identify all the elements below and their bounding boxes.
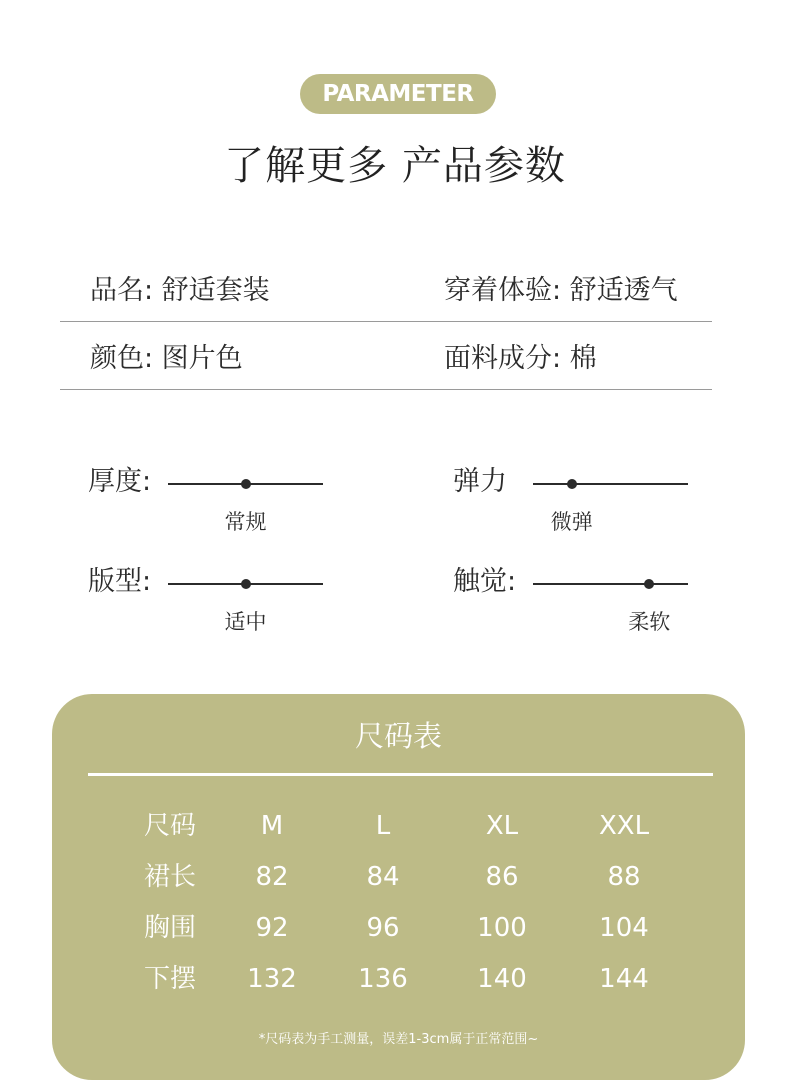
touch-scale <box>453 564 693 634</box>
size-row-label: 尺码 <box>143 811 197 841</box>
scale-label: 版型: <box>88 566 152 597</box>
size-row <box>52 906 745 950</box>
size-cell: 140 <box>477 964 527 994</box>
size-cell: 92 <box>255 913 289 943</box>
scale-track <box>533 483 688 485</box>
scale-marker <box>567 479 577 489</box>
size-cell: 144 <box>599 964 649 994</box>
size-row-label: 胸围 <box>143 913 197 943</box>
size-chart-note: *尺码表为手工测量，误差1-3cm属于正常范围~ <box>258 1032 539 1047</box>
thickness-scale <box>88 464 328 534</box>
wearing-experience: 穿着体验: 舒适透气 <box>444 275 678 306</box>
scale-value: 微弹 <box>550 510 593 534</box>
scale-value: 常规 <box>224 510 267 534</box>
info-row-2 <box>60 329 712 390</box>
size-cell: 136 <box>358 964 408 994</box>
size-cell: 104 <box>599 913 649 943</box>
size-cell: L <box>375 811 391 841</box>
size-header-row <box>52 804 745 848</box>
scale-marker <box>644 579 654 589</box>
scale-label: 厚度: <box>88 466 152 497</box>
size-cell: 82 <box>255 862 289 892</box>
size-row-label: 裙长 <box>143 862 197 892</box>
info-row-1 <box>60 261 712 322</box>
size-cell: 86 <box>485 862 519 892</box>
size-cell: 84 <box>366 862 400 892</box>
size-row <box>52 957 745 1001</box>
elasticity-scale <box>453 464 693 534</box>
fit-scale <box>88 564 328 634</box>
product-name: 品名: 舒适套装 <box>90 275 270 306</box>
size-row-label: 下摆 <box>143 964 197 994</box>
page-title: 了解更多 产品参数 <box>224 143 566 189</box>
scale-label: 触觉: <box>453 566 517 597</box>
size-chart-title: 尺码表 <box>354 719 442 753</box>
scale-track <box>533 583 688 585</box>
scale-value: 柔软 <box>628 610 671 634</box>
fabric-composition: 面料成分: 棉 <box>444 343 597 374</box>
size-row <box>52 855 745 899</box>
product-color: 颜色: 图片色 <box>90 343 243 374</box>
size-cell: XXL <box>598 811 650 841</box>
size-chart-panel <box>52 694 745 1080</box>
size-cell: 100 <box>477 913 527 943</box>
size-chart-divider <box>88 773 713 776</box>
scale-value: 适中 <box>224 610 267 634</box>
scale-marker <box>241 479 251 489</box>
size-cell: 88 <box>607 862 641 892</box>
size-cell: 132 <box>247 964 297 994</box>
scale-label: 弹力 <box>453 466 507 497</box>
parameter-badge: PARAMETER <box>300 74 496 114</box>
size-cell: M <box>260 811 284 841</box>
scale-marker <box>241 579 251 589</box>
size-cell: 96 <box>366 913 400 943</box>
size-cell: XL <box>485 811 519 841</box>
